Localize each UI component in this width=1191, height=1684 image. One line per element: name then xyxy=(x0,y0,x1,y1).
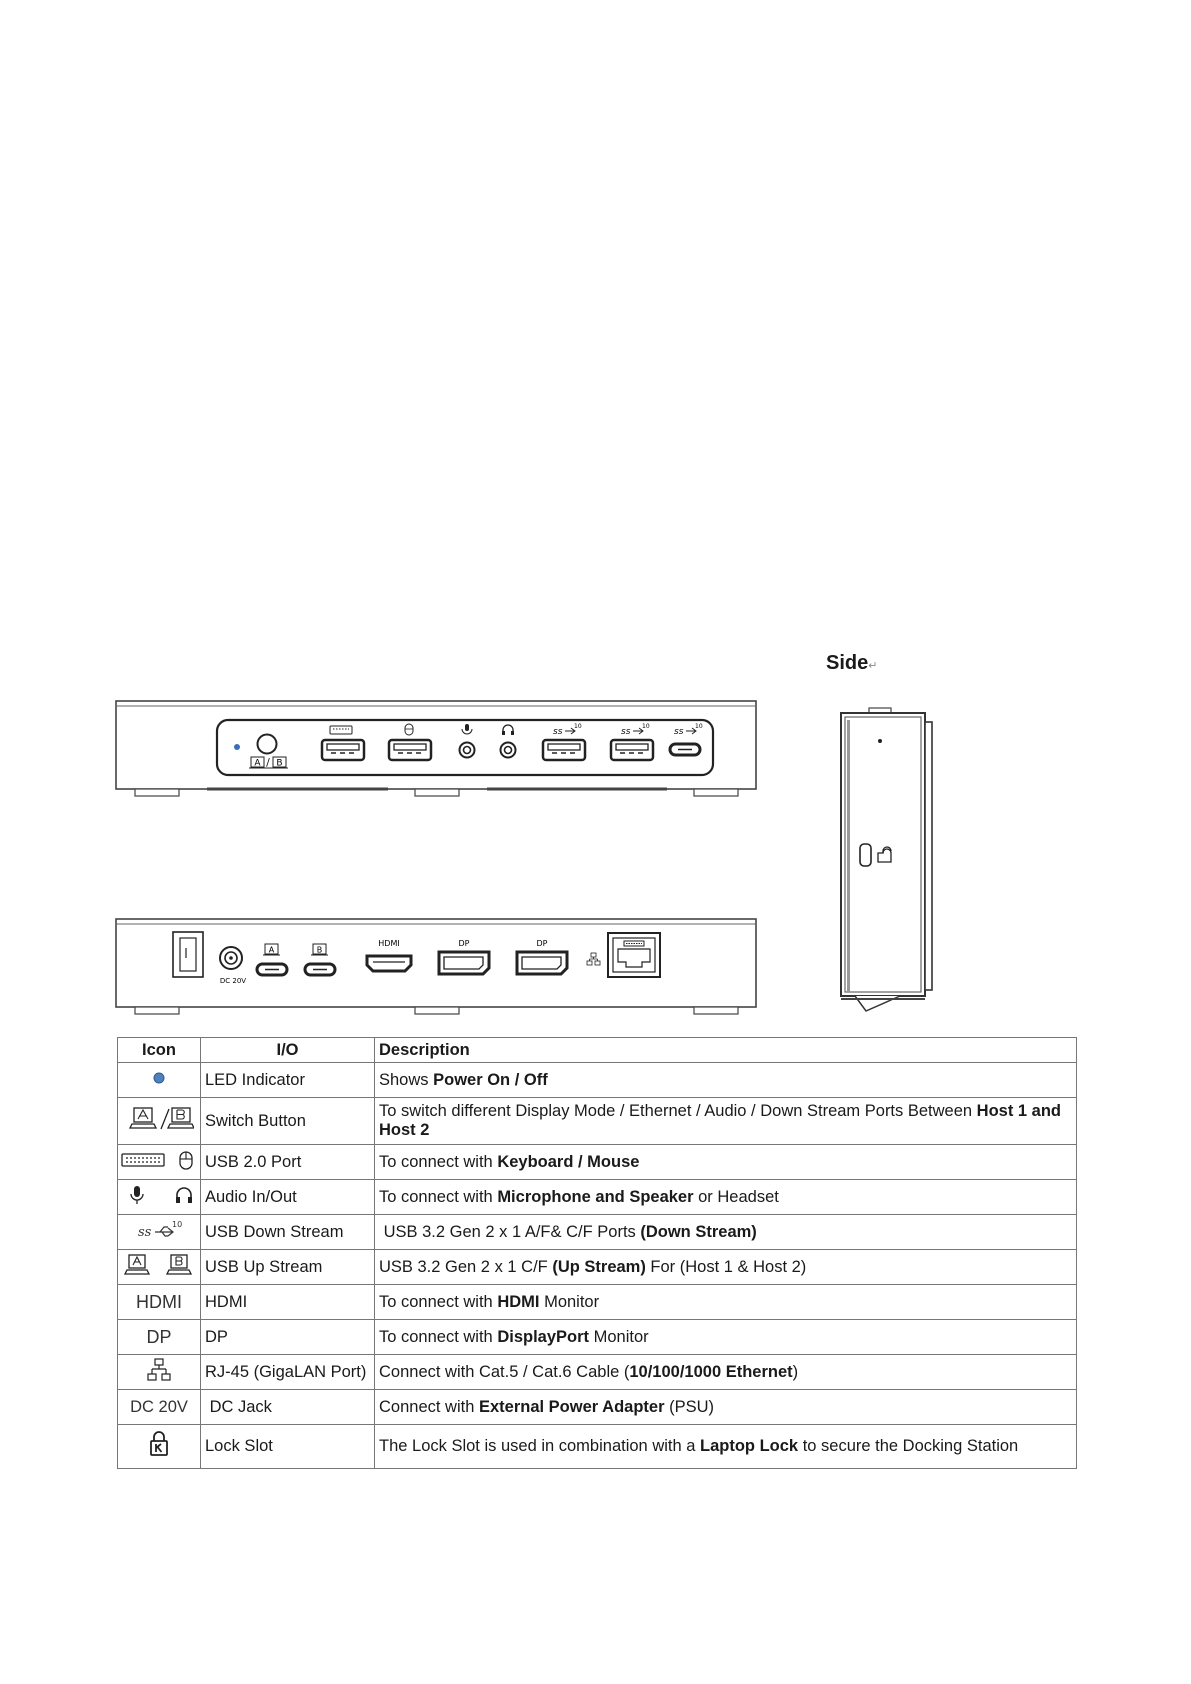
io-cell: DC Jack xyxy=(201,1390,375,1425)
io-cell: Lock Slot xyxy=(201,1425,375,1469)
desc-text-segment: To connect with xyxy=(379,1292,498,1311)
table-row xyxy=(118,1250,1077,1285)
table-row xyxy=(118,1145,1077,1180)
front-superscript-3: 10 xyxy=(695,723,703,730)
io-cell: USB Down Stream xyxy=(201,1215,375,1250)
ss-usb10-icon xyxy=(118,1215,201,1250)
table-row xyxy=(118,1320,1077,1355)
desc-text-segment: Connect with xyxy=(379,1397,479,1416)
side-view-label: Side↵ xyxy=(826,652,878,674)
io-spec-table xyxy=(117,1037,1077,1469)
desc-text-segment: (PSU) xyxy=(664,1397,714,1416)
desc-bold-segment: Host 1 and Host 2 xyxy=(379,1102,1062,1139)
desc-bold-segment: Keyboard / Mouse xyxy=(497,1152,640,1171)
header-icon: Icon xyxy=(118,1038,201,1063)
desc-text-segment: To connect with xyxy=(379,1152,498,1171)
io-cell: USB Up Stream xyxy=(201,1250,375,1285)
desc-bold-segment: Laptop Lock xyxy=(700,1437,799,1455)
table-row xyxy=(118,1425,1077,1469)
table-row xyxy=(118,1390,1077,1425)
desc-cell xyxy=(375,1098,1077,1145)
desc-cell xyxy=(375,1250,1077,1285)
desc-cell xyxy=(375,1145,1077,1180)
table-row xyxy=(118,1355,1077,1390)
desc-text-segment: To switch different Display Mode / Ethernet / Audio / Down Stream Ports Between xyxy=(379,1102,977,1120)
desc-text-segment: Connect with Cat.5 / Cat.6 Cable ( xyxy=(379,1362,630,1381)
desc-cell xyxy=(375,1355,1077,1390)
front-switch-letter-b: B xyxy=(276,758,283,769)
desc-text-segment: to secure the Docking Station xyxy=(798,1437,1019,1455)
io-cell: RJ-45 (GigaLAN Port) xyxy=(201,1355,375,1390)
table-header-row xyxy=(118,1038,1077,1063)
rear-panel-diagram xyxy=(116,919,756,1014)
host-ab-icon xyxy=(118,1250,201,1285)
table-superscript: 10 xyxy=(172,1219,182,1229)
desc-text-segment: ) xyxy=(792,1362,799,1381)
rear-host-letter-a: A xyxy=(268,945,275,955)
io-cell: Audio In/Out xyxy=(201,1180,375,1215)
desc-bold-segment: DisplayPort xyxy=(497,1327,590,1346)
desc-cell xyxy=(375,1215,1077,1250)
front-power-button xyxy=(258,735,277,754)
rear-hdmi-label: HDMI xyxy=(378,939,400,948)
table-row xyxy=(118,1063,1077,1098)
hdmi-icon-text: HDMI xyxy=(118,1285,201,1320)
dc-icon-text: DC 20V xyxy=(118,1390,201,1425)
table-row xyxy=(118,1215,1077,1250)
io-cell: USB 2.0 Port xyxy=(201,1145,375,1180)
desc-text-segment: Monitor xyxy=(539,1292,600,1311)
svg-text:ss: ss xyxy=(138,1224,152,1240)
front-superscript-2: 10 xyxy=(642,723,650,730)
desc-bold-segment: Microphone and Speaker xyxy=(497,1187,694,1206)
io-cell: DP xyxy=(201,1320,375,1355)
header-io: I/O xyxy=(201,1038,375,1063)
lock-icon xyxy=(118,1425,201,1469)
desc-bold-segment: Power On / Off xyxy=(433,1070,548,1089)
io-cell: Switch Button xyxy=(201,1098,375,1145)
rear-dc-label: DC 20V xyxy=(219,977,247,985)
desc-text-segment: or Headset xyxy=(693,1187,779,1206)
desc-cell xyxy=(375,1063,1077,1098)
desc-bold-segment: (Up Stream) xyxy=(552,1257,646,1276)
desc-bold-segment: 10/100/1000 Ethernet xyxy=(629,1362,793,1381)
desc-bold-segment: HDMI xyxy=(497,1292,540,1311)
host-switch-icon xyxy=(118,1098,201,1145)
front-led-dot xyxy=(234,744,240,750)
header-description: Description xyxy=(375,1038,1077,1063)
desc-text-segment: To connect with xyxy=(379,1187,498,1206)
table-row xyxy=(118,1285,1077,1320)
network-icon xyxy=(118,1355,201,1390)
svg-text:ss: ss xyxy=(553,727,563,737)
desc-text-segment: Shows xyxy=(379,1070,434,1089)
table-row xyxy=(118,1180,1077,1215)
desc-text-segment: To connect with xyxy=(379,1327,498,1346)
desc-bold-segment: External Power Adapter xyxy=(478,1397,665,1416)
front-superscript-1: 10 xyxy=(574,723,582,730)
io-cell: HDMI xyxy=(201,1285,375,1320)
svg-text:/: / xyxy=(266,756,270,769)
desc-text-segment: USB 3.2 Gen 2 x 1 A/F& C/F Ports xyxy=(379,1222,641,1241)
desc-cell xyxy=(375,1390,1077,1425)
rear-dp1-label: DP xyxy=(458,939,470,948)
desc-cell xyxy=(375,1180,1077,1215)
svg-text:ss: ss xyxy=(621,727,631,737)
rear-dp2-label: DP xyxy=(536,939,548,948)
io-cell: LED Indicator xyxy=(201,1063,375,1098)
desc-cell xyxy=(375,1320,1077,1355)
rear-host-letter-b: B xyxy=(316,945,323,955)
desc-text-segment: Monitor xyxy=(589,1327,649,1346)
desc-cell xyxy=(375,1425,1077,1469)
desc-text-segment: For (Host 1 & Host 2) xyxy=(645,1257,807,1276)
mic-headphone-icon xyxy=(118,1180,201,1215)
front-switch-letter-a: A xyxy=(254,758,261,769)
front-panel-diagram xyxy=(116,701,756,796)
table-row xyxy=(118,1098,1077,1145)
led-dot-icon xyxy=(118,1063,201,1098)
desc-cell xyxy=(375,1285,1077,1320)
desc-text-segment: USB 3.2 Gen 2 x 1 C/F xyxy=(379,1257,553,1276)
rear-power-switch xyxy=(173,932,203,977)
desc-text-segment: The Lock Slot is used in combination with a xyxy=(379,1437,701,1455)
svg-text:ss: ss xyxy=(674,727,684,737)
side-view-diagram xyxy=(841,708,932,1011)
keyboard-mouse-icon xyxy=(118,1145,201,1180)
dp-icon-text: DP xyxy=(118,1320,201,1355)
desc-bold-segment: (Down Stream) xyxy=(640,1222,757,1241)
